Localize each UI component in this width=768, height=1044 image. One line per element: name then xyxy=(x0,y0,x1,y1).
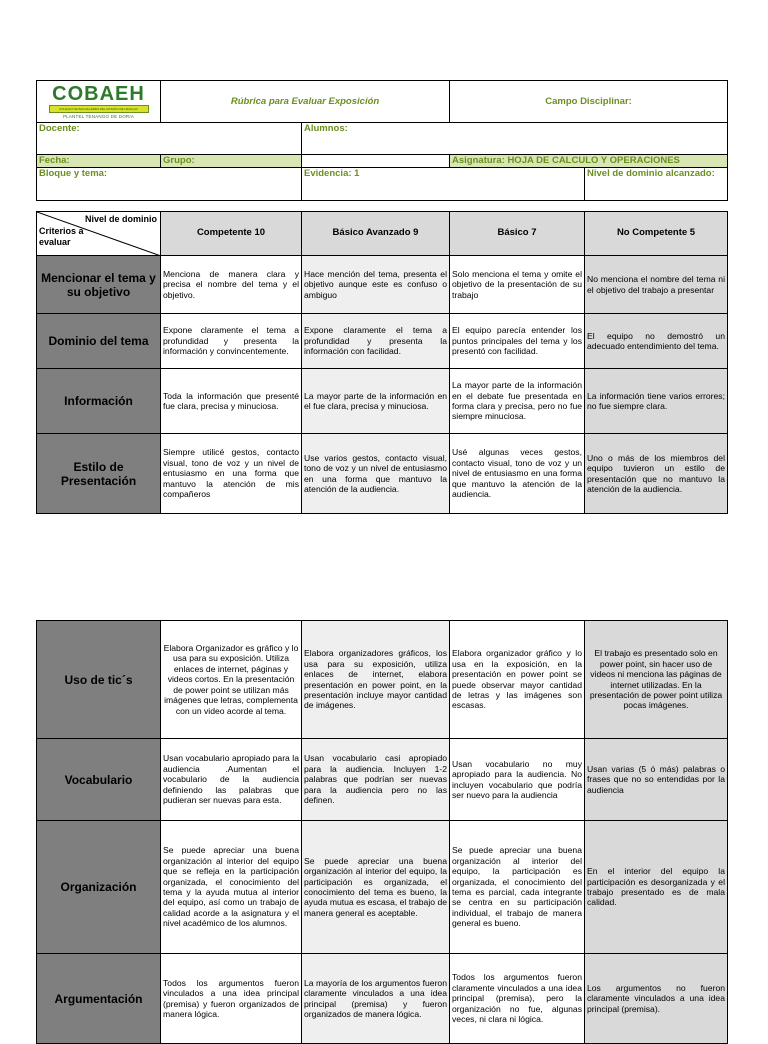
rubric-cell: Se puede apreciar una buena organización al interior del equipo que se refleja en la participación organizada, el conocimiento del tema y la ayuda mutua al interior del equipo, así como un trabajo de calidad acorde a la asignatura y el nivel académico de los alumnos. xyxy=(161,821,302,954)
evidencia-field: Evidencia: 1 xyxy=(302,168,585,201)
asignatura-field: Asignatura: HOJA DE CALCULO Y OPERACIONES xyxy=(450,155,728,168)
rubric-cell: La información tiene varios errores; no fue siempre clara. xyxy=(585,369,728,434)
rubric-row xyxy=(37,621,728,739)
criterion-label: Vocabulario xyxy=(37,739,161,821)
blank-cell xyxy=(302,155,450,168)
rubric-cell: La mayoría de los argumentos fueron claramente vinculados a una idea principal (premisa) y fueron organizados de manera lógica. xyxy=(302,954,450,1044)
rubric-cell: Siempre utilicé gestos, contacto visual, tono de voz y un nivel de entusiasmo en una forma que mantuvo la atención de mis compañeros xyxy=(161,434,302,514)
rubric-cell: Use varios gestos, contacto visual, tono de voz y un nivel de entusiasmo en una forma que mantuvo la atención de la audiencia. xyxy=(302,434,450,514)
bloque-field[interactable]: Bloque y tema: xyxy=(37,168,302,201)
rubric-cell: Todos los argumentos fueron vinculados a una idea principal (premisa) y fueron organizados de manera lógica. xyxy=(161,954,302,1044)
rubric-row xyxy=(37,434,728,514)
rubric-cell: La mayor parte de la información en el fue clara, precisa y minuciosa. xyxy=(302,369,450,434)
criterion-label: Argumentación xyxy=(37,954,161,1044)
rubric-cell: Expone claramente el tema a profundidad y presenta la información con facilidad. xyxy=(302,314,450,369)
rubric-cell: Expone claramente el tema a profundidad y presenta la información y convincentemente. xyxy=(161,314,302,369)
rubric-cell: No menciona el nombre del tema ni el objetivo del trabajo a presentar xyxy=(585,256,728,314)
rubric-cell: Se puede apreciar una buena organización al interior del equipo, la participación es organizada, el conocimiento del tema es parcial, cada integrante se centra en su participación individual, el trabajo de manera general es bueno. xyxy=(450,821,585,954)
rubric-cell: La mayor parte de la información en el debate fue presentada en forma clara y precisa, pero no fue siempre minuciosa. xyxy=(450,369,585,434)
rubric-table-2 xyxy=(36,620,728,1044)
level-header: Competente 10 xyxy=(161,212,302,256)
rubric-cell: Solo menciona el tema y omite el objetivo de la presentación de su trabajo xyxy=(450,256,585,314)
criterion-label: Organización xyxy=(37,821,161,954)
rubric-cell: Uno o más de los miembros del equipo tuvieron un estilo de presentación que no mantuvo la atención de la audiencia. xyxy=(585,434,728,514)
rubric-cell: Elabora Organizador es gráfico y lo usa para su exposición. Utiliza enlaces de internet, páginas y videos cortos. En la presentación de power point se utilizan más imágenes que letras, complementa con un video acorde al tema. xyxy=(161,621,302,739)
rubric-cell: Hace mención del tema, presenta el objetivo aunque este es confuso o ambiguo xyxy=(302,256,450,314)
logo-text: COBAEH xyxy=(52,83,145,105)
logo-subtext: PLANTEL TENANGO DE DORIA xyxy=(62,114,135,119)
rubric-cell: Usé algunas veces gestos, contacto visual, tono de voz y un nivel de entusiasmo en una forma que mantuvo la atención de la audiencia. xyxy=(450,434,585,514)
nivel-dominio-field[interactable]: Nivel de dominio alcanzado: xyxy=(585,168,728,201)
level-header: Básico 7 xyxy=(450,212,585,256)
rubric-row xyxy=(37,256,728,314)
grupo-field[interactable]: Grupo: xyxy=(161,155,302,168)
logo xyxy=(37,81,161,123)
rubric-cell: Los argumentos no fueron claramente vinculados a una idea principal (premisa). xyxy=(585,954,728,1044)
rubric-cell: Se puede apreciar una buena organización al interior del equipo, la participación es organizada, el conocimiento del tema es bueno, la ayuda mutua es escasa, el trabajo de manera general es aceptable. xyxy=(302,821,450,954)
nivel-label: Nivel de dominio xyxy=(84,214,157,224)
alumnos-field[interactable]: Alumnos: xyxy=(302,123,728,155)
criterion-label: Mencionar el tema y su objetivo xyxy=(37,256,161,314)
rubric-table-1 xyxy=(36,211,728,514)
docente-field[interactable]: Docente: xyxy=(37,123,302,155)
level-header: Básico Avanzado 9 xyxy=(302,212,450,256)
rubric-row xyxy=(37,314,728,369)
campo-disciplinar: Campo Disciplinar: xyxy=(450,81,728,123)
rubric-cell: El equipo no demostró un adecuado entendimiento del tema. xyxy=(585,314,728,369)
rubric-row xyxy=(37,821,728,954)
criterion-label: Dominio del tema xyxy=(37,314,161,369)
fecha-field[interactable]: Fecha: xyxy=(37,155,161,168)
rubric-cell: Usan varias (5 ó más) palabras o frases que no so entendidas por la audiencia xyxy=(585,739,728,821)
criterion-label: Uso de tic´s xyxy=(37,621,161,739)
rubric-cell: Elabora organizador gráfico y lo usa en la exposición, en la presentación en power point se puede observar mayor cantidad de letras y las imágenes son escasas. xyxy=(450,621,585,739)
rubric-row xyxy=(37,739,728,821)
header-table xyxy=(36,80,728,201)
rubric-cell: El trabajo es presentado solo en power point, sin hacer uso de videos ni menciona las páginas de internet utilizadas. En la presentación de power point utiliza pocas imágenes. xyxy=(585,621,728,739)
rubric-cell: Menciona de manera clara y precisa el nombre del tema y el objetivo. xyxy=(161,256,302,314)
diagonal-header-cell xyxy=(37,212,161,256)
rubric-cell: El equipo parecía entender los puntos principales del tema y los presentó con facilidad. xyxy=(450,314,585,369)
rubric-row xyxy=(37,954,728,1044)
logo-bar: COLEGIO DE BACHILLERES DEL ESTADO DE HIDALGO xyxy=(49,105,149,113)
rubric-cell: Elabora organizadores gráficos, los usa para su exposición, utiliza enlaces de internet, elabora presentación en power point, en la presentación incluye mayor cantidad de imágenes. xyxy=(302,621,450,739)
rubric-row xyxy=(37,369,728,434)
criterion-label: Estilo de Presentación xyxy=(37,434,161,514)
rubric-header-row xyxy=(37,212,728,256)
rubric-cell: Todos los argumentos fueron claramente vinculados a una idea principal (premisa), pero la organización no fue, algunas veces, ni clara ni lógica. xyxy=(450,954,585,1044)
rubric-cell: En el interior del equipo la participación es desorganizada y el trabajo presentado es de mala calidad. xyxy=(585,821,728,954)
rubric-cell: Usan vocabulario no muy apropiado para la audiencia. No incluyen vocabulario que podría ser nuevo para la audiencia xyxy=(450,739,585,821)
rubric-cell: Usan vocabulario casi apropiado para la audiencia. Incluyen 1-2 palabras que podrían ser nuevas para la audiencia pero no las definen. xyxy=(302,739,450,821)
criterios-label: Criterios a evaluar xyxy=(39,226,84,247)
level-header: No Competente 5 xyxy=(585,212,728,256)
criterion-label: Información xyxy=(37,369,161,434)
rubric-cell: Toda la información que presenté fue clara, precisa y minuciosa. xyxy=(161,369,302,434)
page-title: Rúbrica para Evaluar Exposición xyxy=(161,81,450,123)
rubric-cell: Usan vocabulario apropiado para la audiencia .Aumentan el vocabulario de la audiencia definiendo las palabras que pudieran ser nuevas para esta. xyxy=(161,739,302,821)
